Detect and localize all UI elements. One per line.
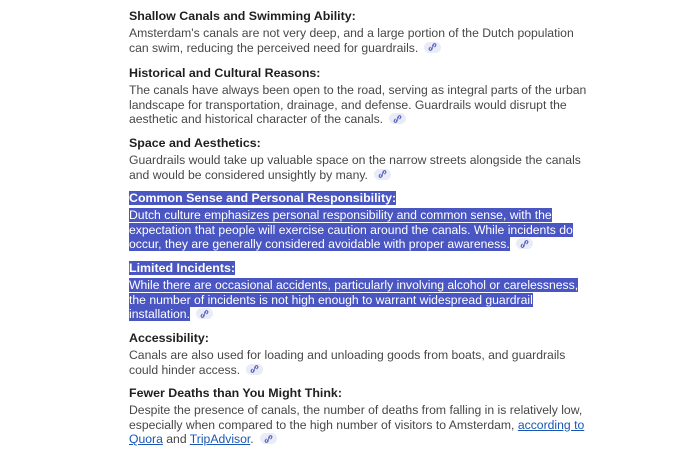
citation-link-icon[interactable]	[516, 238, 533, 249]
section-limited-incidents	[129, 261, 579, 322]
quora-link[interactable]: according to	[517, 417, 585, 432]
section-heading: Shallow Canals and Swimming Ability:	[129, 9, 356, 23]
section-heading: Fewer Deaths than You Might Think:	[129, 386, 342, 400]
section-body	[129, 153, 581, 182]
section-body	[129, 26, 574, 55]
body-line: Canals are also used for loading and unloading goods from boats, and guardrails	[129, 348, 566, 362]
body-line: could hinder access.	[129, 363, 549, 378]
section-body	[129, 348, 566, 377]
body-line: expectation that people will exercise caution around the canals. While incidents do	[129, 222, 573, 237]
body-line: occur, they are generally considered avoidable with proper awareness.	[129, 237, 549, 252]
section-heading: Limited Incidents:	[129, 261, 236, 275]
section-accessibility	[129, 331, 566, 377]
citation-link-icon[interactable]	[424, 42, 441, 53]
section-body	[129, 208, 573, 252]
section-body	[129, 278, 579, 322]
citation-link-icon[interactable]	[374, 169, 391, 180]
body-line: While there are occasional accidents, particularly involving alcohol or carelessness,	[129, 278, 579, 292]
citation-link-icon[interactable]	[389, 113, 406, 124]
body-line: Guardrails would take up valuable space on the narrow streets alongside the canals	[129, 153, 581, 167]
body-line: Quora and TripAdvisor.	[129, 432, 549, 447]
citation-link-icon[interactable]	[246, 364, 263, 375]
section-fewer-deaths	[129, 386, 585, 447]
quora-link-continued[interactable]: Quora	[129, 432, 163, 446]
body-line: aesthetic and historical character of the canals.	[129, 112, 549, 127]
section-common-sense	[129, 191, 573, 252]
section-body	[129, 83, 587, 127]
section-heading: Accessibility:	[129, 331, 209, 345]
citation-link-icon[interactable]	[196, 308, 213, 319]
section-body	[129, 403, 585, 447]
body-line: especially when compared to the high number of visitors to Amsterdam, according to	[129, 417, 585, 432]
body-line: Amsterdam's canals are not very deep, and a large portion of the Dutch population	[129, 26, 574, 40]
section-heading: Space and Aesthetics:	[129, 136, 261, 150]
section-heading: Historical and Cultural Reasons:	[129, 66, 321, 80]
section-heading: Common Sense and Personal Responsibility:	[129, 191, 397, 205]
citation-link-icon[interactable]	[260, 433, 277, 444]
body-line: the number of incidents is not high enough to warrant widespread guardrail	[129, 292, 533, 307]
body-line: can swim, reducing the perceived need for guardrails.	[129, 41, 549, 56]
section-shallow-canals	[129, 9, 574, 55]
section-space-aesthetics	[129, 136, 581, 182]
body-line: Despite the presence of canals, the number of deaths from falling in is relatively low,	[129, 403, 583, 417]
body-line: landscape for transportation, drainage, and defense. Guardrails would disrupt the	[129, 97, 567, 112]
body-line: The canals have always been open to the road, serving as integral parts of the urban	[129, 83, 587, 97]
body-line: installation.	[129, 307, 549, 322]
section-historical	[129, 66, 587, 127]
body-line: and would be considered unsightly by many.	[129, 168, 549, 183]
body-line: Dutch culture emphasizes personal responsibility and common sense, with the	[129, 208, 552, 222]
tripadvisor-link[interactable]: TripAdvisor	[189, 432, 251, 446]
